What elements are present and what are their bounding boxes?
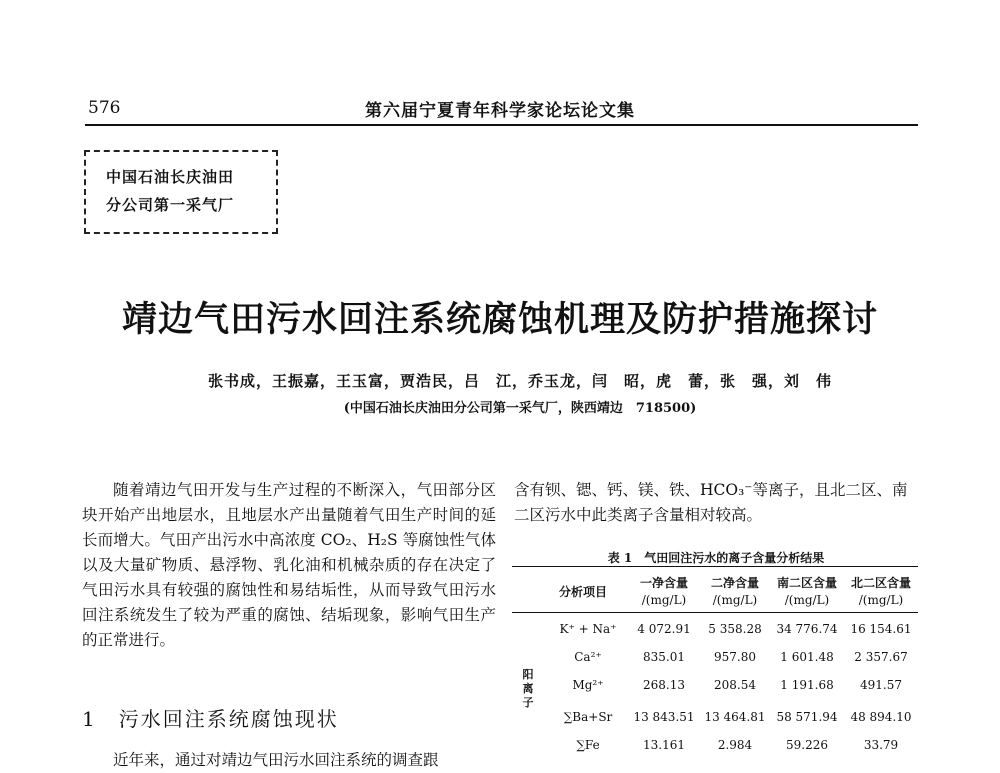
table-row-5-value-2: 2.984 [717,738,753,752]
table-row-3-value-3: 1 191.68 [780,678,834,692]
right-column [514,478,918,528]
affiliation-box [84,150,278,234]
table-row-5-value-4: 33.79 [863,738,899,752]
table-caption: 表 1 气田回注污水的离子含量分析结果 [607,551,825,565]
table-row-2-item: Ca²⁺ [574,650,602,664]
table-top-rule [512,566,918,567]
running-header-title: 第六届宁夏青年科学家论坛论文集 [365,101,635,121]
table-row-4-value-4: 48 894.10 [850,710,912,724]
table-col-1-unit: /(mg/L) [641,593,687,607]
paper-title: 靖边气田污水回注系统腐蚀机理及防护措施探讨 [121,299,878,340]
table-row-3-value-1: 268.13 [643,678,685,692]
author-address: (中国石油长庆油田分公司第一采气厂，陕西靖边 718500) [343,401,697,416]
table-row-4-value-1: 13 843.51 [633,710,695,724]
table-col-4-unit: /(mg/L) [858,593,904,607]
table-row-4-value-2: 13 464.81 [704,710,766,724]
table-row-3-value-4: 491.57 [860,678,902,692]
table-row-2-value-4: 2 357.67 [854,650,908,664]
affiliation-line-1: 中国石油长庆油田 [106,168,235,186]
table-col-1-name: 一净含量 [639,576,688,590]
table-header-rule [512,612,918,613]
table-row-1-value-4: 16 154.61 [850,622,912,636]
table-row-2-value-1: 835.01 [643,650,685,664]
table-col-2-unit: /(mg/L) [712,593,758,607]
table-row-1-value-1: 4 072.91 [637,622,691,636]
table-row-5-value-1: 13.161 [643,738,685,752]
table-row-5-item: ∑Fe [576,738,600,752]
section-1-first-line: 近年来，通过对靖边气田污水回注系统的调查跟 [113,751,439,769]
table-col-4-name: 北二区含量 [850,576,911,590]
section-1-heading: 1 污水回注系统腐蚀现状 [82,707,339,731]
table-header-item: 分析项目 [558,585,607,599]
table-row-2-value-2: 957.80 [714,650,756,664]
left-column [82,478,496,653]
table-col-3-unit: /(mg/L) [784,593,830,607]
table-row-1-item: K⁺ + Na⁺ [559,622,617,636]
table-row-4-value-3: 58 571.94 [776,710,838,724]
table-row-1-value-2: 5 358.28 [708,622,762,636]
table-row-2-value-3: 1 601.48 [780,650,834,664]
table-col-2-name: 二净含量 [710,576,759,590]
affiliation-line-2: 分公司第一采气厂 [106,196,235,214]
header-rule [85,124,918,126]
table-row-3-item: Mg²⁺ [572,678,604,692]
right-paragraph: 含有钡、锶、钙、镁、铁、HCO₃⁻等离子，且北二区、南二区污水中此类离子含量相对较高。 [514,481,908,524]
table-row-1-value-3: 34 776.74 [776,622,838,636]
intro-paragraph: 随着靖边气田开发与生产过程的不断深入，气田部分区块开始产出地层水，且地层水产出量随着气田生产时间的延长而增大。气田产出污水中高浓度 CO₂、H₂S 等腐蚀性气体以及大量矿物质、悬浮物、乳化油和机械杂质的存在决定了气田污水具有较强的腐蚀性和易结垢性，从而导致气田污水回注系统发生了较为严重的腐蚀、结垢现象，影响气田生产的正常进行。 [82,481,496,649]
table-col-3-name: 南二区含量 [776,576,837,590]
table-row-3-value-2: 208.54 [714,678,756,692]
table-row-5-value-3: 59.226 [786,738,828,752]
author-list: 张书成，王振嘉，王玉富，贾浩民，吕 江，乔玉龙，闫 昭，虎 蕾，张 强，刘 伟 [207,372,832,390]
table-row-4-item: ∑Ba+Sr [563,710,613,724]
page-number: 576 [88,98,121,118]
table-group-label: 阳离子 [522,668,534,709]
section-1-text [82,748,496,773]
